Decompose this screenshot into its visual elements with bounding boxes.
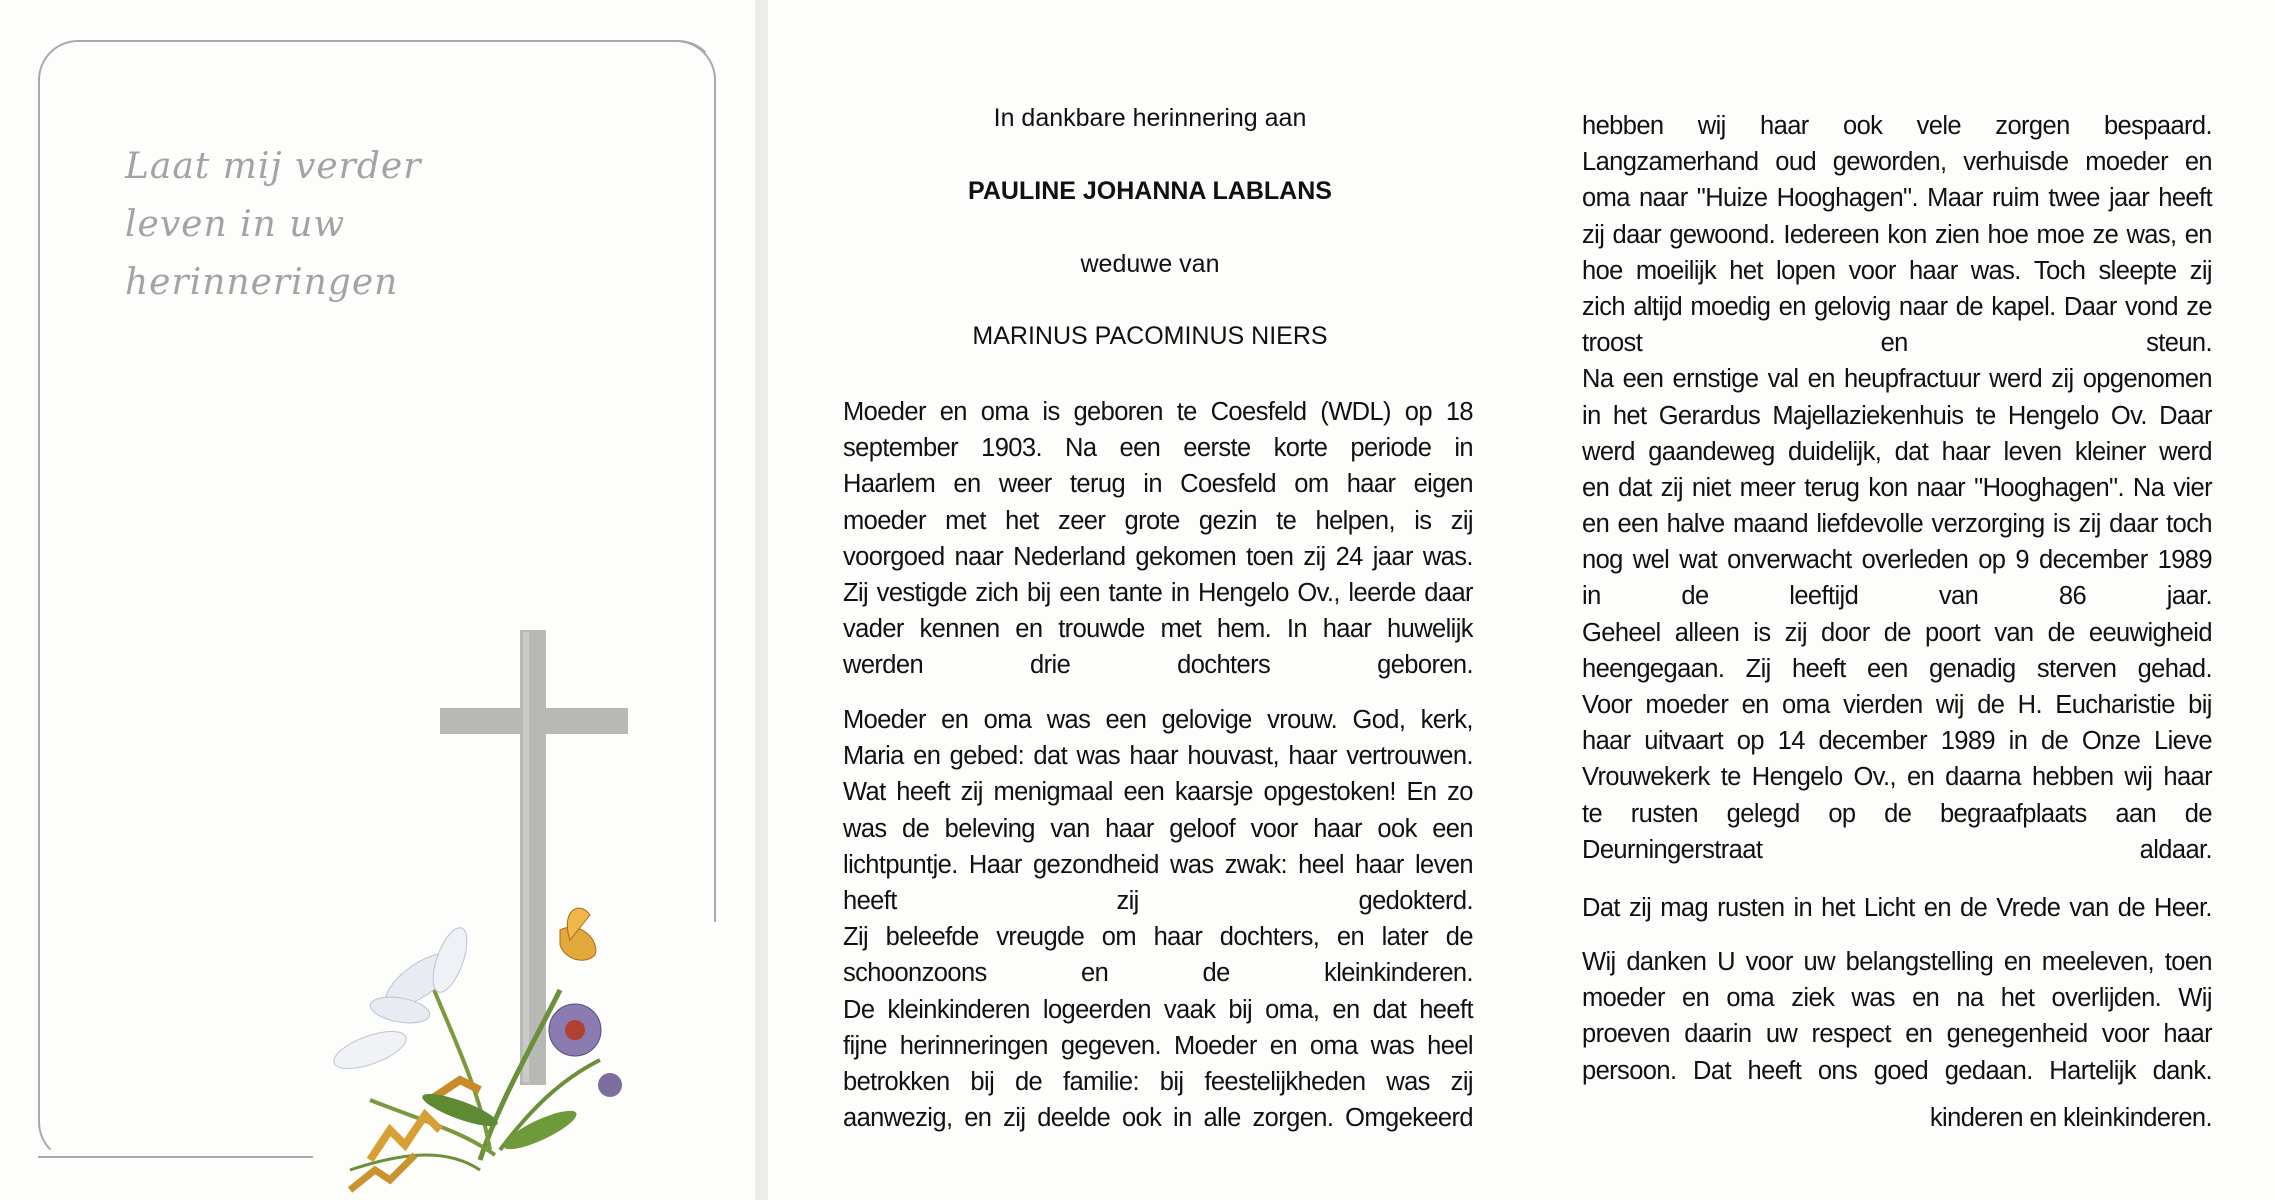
text-line: oma naar "Huize Hooghagen". Maar ruim twee jaar heeft	[1582, 184, 2212, 213]
text-line: werd gaandeweg duidelijk, dat haar leven kleiner werd	[1582, 437, 2212, 466]
text-line: in het Gerardus Majellaziekenhuis te Hengelo Ov. Daar	[1582, 401, 2212, 430]
text-line: Dat zij mag rusten in het Licht en de Vrede van de Heer.	[1582, 894, 2212, 922]
text-line: te rusten gelegd op de begraafplaats aan de	[1582, 799, 2212, 828]
text-line: heeft zij gedokterd.	[843, 886, 1473, 915]
motto-line: leven in uw	[125, 204, 346, 245]
text-line: hebben wij haar ook vele zorgen bespaard.	[1582, 112, 2212, 140]
text-line: Geheel alleen is zij door de poort van de eeuwigheid	[1582, 618, 2212, 647]
card-border-bottom	[38, 1156, 313, 1158]
spouse-name: MARINUS PACOMINUS NIERS	[972, 322, 1328, 350]
text-line: in de leeftijd van 86 jaar.	[1582, 582, 2212, 611]
text-line: De kleinkinderen logeerden vaak bij oma, en dat heeft	[843, 995, 1473, 1024]
middle-panel	[768, 0, 1532, 1200]
front-panel	[0, 0, 755, 1200]
cross-icon	[440, 630, 628, 1085]
text-line: nog wel wat onverwacht overleden op 9 december 1989	[1582, 546, 2212, 575]
text-line: troost en steun.	[1582, 329, 2212, 358]
text-line: haar uitvaart op 14 december 1989 in de Onze Lieve	[1582, 727, 2212, 756]
text-line: betrokken bij de familie: bij feestelijkheden was zij	[843, 1067, 1473, 1096]
text-line: was de beleving van haar geloof voor haar ook een	[843, 814, 1473, 843]
motto-line: Laat mij verder	[125, 146, 422, 187]
cross-with-flowers-illustration	[330, 630, 650, 1200]
right-panel	[1532, 0, 2275, 1200]
text-line: heengegaan. Zij heeft een genadig sterven gehad.	[1582, 654, 2212, 683]
text-line: Langzamerhand oud geworden, verhuisde moeder en	[1582, 148, 2212, 177]
text-line: en een halve maand liefdevolle verzorging is zij daar toch	[1582, 510, 2212, 539]
text-line: aanwezig, en zij deelde ook in alle zorgen. Omgekeerd	[843, 1104, 1473, 1133]
text-line: Haarlem en weer terug in Coesfeld om haar eigen	[843, 470, 1473, 499]
blessing-paragraph	[1582, 890, 2212, 926]
text-line: voorgoed naar Nederland gekomen toen zij 24 jaar was.	[843, 542, 1473, 571]
text-line: september 1903. Na een eerste korte periode in	[843, 434, 1473, 463]
text-line: zich altijd moedig en gelovig naar de kapel. Daar vond ze	[1582, 292, 2212, 321]
life-paragraph-1	[843, 394, 1473, 684]
deceased-name: PAULINE JOHANNA LABLANS	[968, 177, 1332, 205]
text-line: Wij danken U voor uw belangstelling en meeleven, toen	[1582, 948, 2212, 976]
life-paragraph-3	[1582, 108, 2212, 868]
life-paragraph-2	[843, 702, 1473, 1136]
flower-bouquet-icon	[330, 908, 622, 1190]
text-line: Vrouwekerk te Hengelo Ov., en daarna hebben wij haar	[1582, 763, 2212, 792]
text-line: Wat heeft zij menigmaal een kaarsje opgestoken! En zo	[843, 778, 1473, 807]
text-line: Moeder en oma is geboren te Coesfeld (WDL) op 18	[843, 398, 1473, 426]
widow-of-text: weduwe van	[1080, 250, 1220, 278]
card-border-right	[672, 40, 716, 922]
text-line: Voor moeder en oma vierden wij de H. Eucharistie bij	[1582, 691, 2212, 719]
text-line: proeven daarin uw respect en genegenheid voor haar	[1582, 1020, 2212, 1049]
thanks-paragraph	[1582, 944, 2212, 1089]
text-line: schoonzoons en de kleinkinderen.	[843, 959, 1473, 988]
text-line: persoon. Dat heeft ons goed gedaan. Hartelijk dank.	[1582, 1056, 2212, 1085]
text-line: moeder met het zeer grote gezin te helpen, is zij	[843, 506, 1473, 535]
text-line: Zij beleefde vreugde om haar dochters, en later de	[843, 923, 1473, 952]
text-line: fijne herinneringen gegeven. Moeder en oma was heel	[843, 1031, 1473, 1060]
text-line: lichtpuntje. Haar gezondheid was zwak: heel haar leven	[843, 850, 1473, 879]
text-line: Na een ernstige val en heupfractuur werd zij opgenomen	[1582, 365, 2212, 394]
text-line: Maria en gebed: dat was haar houvast, haar vertrouwen.	[843, 742, 1473, 771]
fold-line	[755, 0, 768, 1200]
text-line: vader kennen en trouwde met hem. In haar huwelijk	[843, 615, 1473, 644]
text-line: Zij vestigde zich bij een tante in Hengelo Ov., leerde daar	[843, 578, 1473, 607]
text-line: werden drie dochters geboren.	[843, 651, 1473, 680]
intro-text: In dankbare herinnering aan	[993, 104, 1307, 132]
text-line: moeder en oma ziek was en na het overlijden. Wij	[1582, 984, 2212, 1013]
text-line: hoe moeilijk het lopen voor haar was. Toch sleepte zij	[1582, 256, 2212, 285]
text-line: Deurningerstraat aldaar.	[1582, 835, 2212, 864]
motto-line: herinneringen	[125, 262, 399, 303]
signature: kinderen en kleinkinderen.	[1929, 1104, 2212, 1132]
motto	[125, 138, 421, 312]
text-line: Moeder en oma was een gelovige vrouw. God, kerk,	[843, 706, 1473, 734]
text-line: en dat zij niet meer terug kon naar "Hooghagen". Na vier	[1582, 473, 2212, 502]
text-line: zij daar gewoond. Iedereen kon zien hoe moe ze was, en	[1582, 220, 2212, 249]
